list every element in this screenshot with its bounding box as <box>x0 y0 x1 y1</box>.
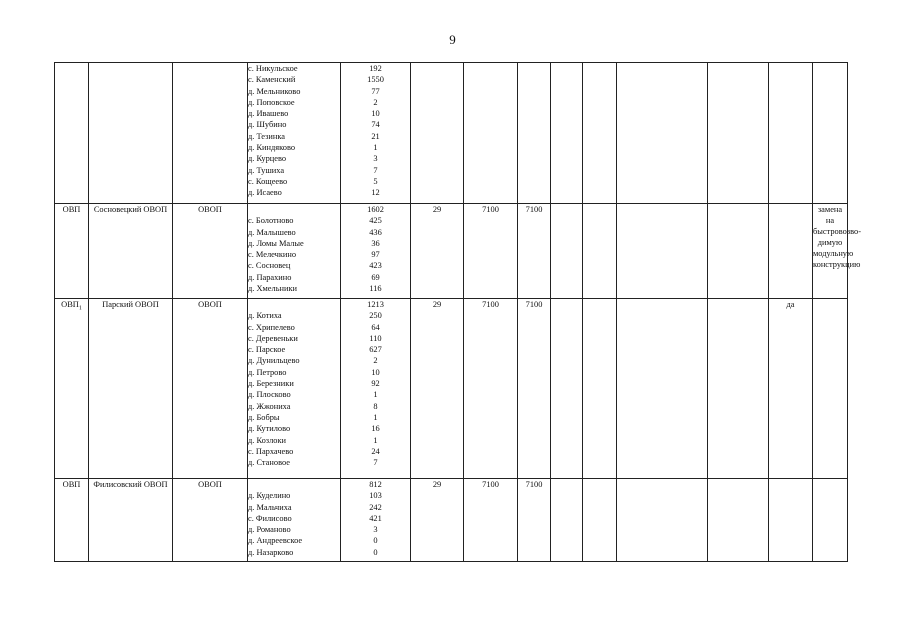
facility-name-cell: Филисовский ОВОП <box>89 479 173 562</box>
settlement-name: д. Исаево <box>248 188 282 198</box>
settlement-population: 7 <box>373 165 378 175</box>
settlement-name: д. Шубино <box>248 120 287 130</box>
population-cell <box>341 63 411 204</box>
settlement-spacer <box>248 204 340 215</box>
settlement-population: 1 <box>373 390 378 400</box>
settlement-name: д. Ивашево <box>248 109 289 119</box>
note-cell <box>813 204 862 299</box>
settlement-name: с. Каменский <box>248 75 296 85</box>
empty-cell <box>708 479 769 562</box>
settlement-population: 1 <box>373 412 378 422</box>
settlement-name: д. Мельниково <box>248 86 301 96</box>
value-cell: 7100 <box>464 204 518 299</box>
settlement-population: 10 <box>371 109 380 119</box>
empty-cell <box>551 63 583 204</box>
settlement-name: д. Котиха <box>248 311 282 321</box>
settlement-population: 8 <box>373 401 378 411</box>
staff-cell: 29 <box>411 479 464 562</box>
settlement-name: д. Становое <box>248 458 290 468</box>
settlement-name: д. Дунильцево <box>248 356 300 366</box>
settlement-population: 436 <box>369 227 382 237</box>
facility-kind-cell: ОВОП <box>173 299 248 479</box>
empty-cell <box>708 299 769 479</box>
note-line: замена на <box>817 205 843 225</box>
settlement-spacer <box>248 479 340 490</box>
settlement-name: д. Петрово <box>248 367 287 377</box>
settlement-name: с. Парское <box>248 345 286 355</box>
settlement-name: д. Куделино <box>248 491 291 501</box>
empty-cell <box>617 299 708 479</box>
empty-cell <box>551 299 583 479</box>
value-cell-2: 7100 <box>518 204 551 299</box>
settlement-population: 116 <box>369 284 382 294</box>
facility-name-cell <box>89 63 173 204</box>
facility-type-cell: ОВП <box>55 204 89 299</box>
settlement-name: д. Андреевское <box>248 536 303 546</box>
settlement-population: 250 <box>369 311 382 321</box>
facility-type-subscript: 1 <box>78 305 82 312</box>
empty-cell <box>617 63 708 204</box>
value-cell-2: 7100 <box>518 299 551 479</box>
page-number: 9 <box>449 32 456 47</box>
settlement-name: с. Болотново <box>248 216 294 226</box>
settlement-population: 10 <box>371 367 380 377</box>
table-row <box>55 479 848 562</box>
empty-cell <box>583 479 617 562</box>
staff-cell <box>411 63 464 204</box>
empty-cell <box>583 299 617 479</box>
settlements-cell <box>248 479 341 562</box>
settlement-name: д. Плосково <box>248 390 291 400</box>
empty-cell <box>708 63 769 204</box>
settlement-population: 36 <box>371 238 380 248</box>
settlement-population: 3 <box>373 525 378 535</box>
settlement-population: 3 <box>373 154 378 164</box>
settlement-population: 192 <box>369 64 382 73</box>
settlement-name: с. Никульское <box>248 64 298 73</box>
table-body <box>55 63 862 562</box>
settlement-population: 24 <box>371 446 380 456</box>
facility-type-cell: $ОВП_1$ <box>55 299 89 479</box>
table-row <box>55 204 848 299</box>
population-cell <box>341 299 411 479</box>
note-cell <box>813 479 848 562</box>
settlement-name: д. Жжониха <box>248 401 291 411</box>
settlement-population: 1 <box>373 143 378 153</box>
value-cell: 7100 <box>464 479 518 562</box>
value-cell-2: 7100 <box>518 479 551 562</box>
empty-cell <box>617 479 708 562</box>
note-cell <box>813 63 848 204</box>
empty-cell <box>617 204 708 299</box>
note-line: конструкцию <box>813 260 861 269</box>
settlement-name: с. Деревеньки <box>248 333 298 343</box>
settlement-name: с. Сосновец <box>248 261 291 271</box>
facility-type-cell: ОВП <box>55 479 89 562</box>
settlement-population: 69 <box>371 272 380 282</box>
settlement-population: 242 <box>369 502 382 512</box>
settlement-name: с. Мелечкино <box>248 250 297 260</box>
settlement-population: 7 <box>373 458 378 468</box>
settlement-name: д. Тезинка <box>248 131 285 141</box>
settlement-name: д. Поповское <box>248 97 295 107</box>
empty-cell <box>551 479 583 562</box>
note-line: димую <box>817 238 843 247</box>
settlement-population: 2 <box>373 356 378 366</box>
settlement-name: д. Назарково <box>248 547 294 557</box>
settlement-population: 0 <box>373 536 378 546</box>
empty-cell <box>551 204 583 299</box>
settlement-name: д. Хмельники <box>248 284 298 294</box>
population-total: 812 <box>369 480 382 489</box>
flag-cell <box>769 63 813 204</box>
facility-kind-cell: ОВОП <box>173 204 248 299</box>
flag-cell <box>769 204 813 299</box>
facility-kind-cell <box>173 63 248 204</box>
table-row <box>55 299 848 479</box>
settlement-population: 12 <box>371 188 380 198</box>
settlement-spacer <box>248 299 340 310</box>
settlement-population: 16 <box>371 424 380 434</box>
staff-cell: 29 <box>411 204 464 299</box>
settlement-name: д. Бобры <box>248 412 280 422</box>
settlement-population: 425 <box>369 216 382 226</box>
settlement-name: д. Курцево <box>248 154 287 164</box>
settlement-population: 0 <box>373 547 378 557</box>
facility-kind-cell: ОВОП <box>173 479 248 562</box>
settlement-population: 21 <box>371 131 380 141</box>
facility-name-cell: Сосновецкий ОВОП <box>89 204 173 299</box>
settlement-population: 423 <box>369 261 382 271</box>
settlement-population: 1550 <box>367 75 384 85</box>
settlement-name: д. Тушиха <box>248 165 285 175</box>
value-cell <box>464 63 518 204</box>
note-cell <box>813 299 848 479</box>
settlement-name: д. Киндяково <box>248 143 296 153</box>
settlement-name: с. Пархачево <box>248 446 294 456</box>
population-total: 1213 <box>367 300 384 309</box>
value-cell: 7100 <box>464 299 518 479</box>
settlements-cell <box>248 204 341 299</box>
settlement-population: 97 <box>371 250 380 260</box>
facility-name-cell: Парский ОВОП <box>89 299 173 479</box>
settlement-population: 1 <box>373 435 378 445</box>
settlements-cell <box>248 299 341 479</box>
settlements-cell <box>248 63 341 204</box>
flag-cell <box>769 479 813 562</box>
settlement-population: 5 <box>373 176 378 186</box>
facility-type-cell <box>55 63 89 204</box>
empty-cell <box>583 63 617 204</box>
settlement-population: 2 <box>373 97 378 107</box>
note-line: модульную <box>813 249 854 258</box>
note-line: быстровозво- <box>813 227 862 236</box>
settlement-population: 64 <box>371 322 380 332</box>
settlement-name: д. Кутилово <box>248 424 291 434</box>
settlement-population: 110 <box>369 333 382 343</box>
settlement-population: 92 <box>371 379 380 389</box>
settlement-name: с. Кощеево <box>248 176 288 186</box>
flag-cell: да <box>769 299 813 479</box>
settlement-name: д. Березники <box>248 379 294 389</box>
population-cell <box>341 204 411 299</box>
population-cell <box>341 479 411 562</box>
empty-cell <box>708 204 769 299</box>
settlement-name: с. Хрипелево <box>248 322 295 332</box>
settlement-name: д. Ломы Малые <box>248 238 304 248</box>
table-row <box>55 63 848 204</box>
settlement-population: 627 <box>369 345 382 355</box>
value-cell-2 <box>518 63 551 204</box>
empty-cell <box>583 204 617 299</box>
settlement-name: д. Романово <box>248 525 291 535</box>
facilities-table <box>54 62 862 562</box>
settlement-population: 74 <box>371 120 380 130</box>
settlement-name: д. Малышево <box>248 227 296 237</box>
settlement-name: д. Парахино <box>248 272 292 282</box>
settlement-name: с. Филисово <box>248 513 292 523</box>
staff-cell: 29 <box>411 299 464 479</box>
settlement-population: 103 <box>369 491 382 501</box>
settlement-name: д. Мальчиха <box>248 502 292 512</box>
population-total: 1602 <box>367 205 384 214</box>
settlement-name: д. Козлоки <box>248 435 287 445</box>
settlement-population: 421 <box>369 513 382 523</box>
settlement-population: 77 <box>371 86 380 96</box>
